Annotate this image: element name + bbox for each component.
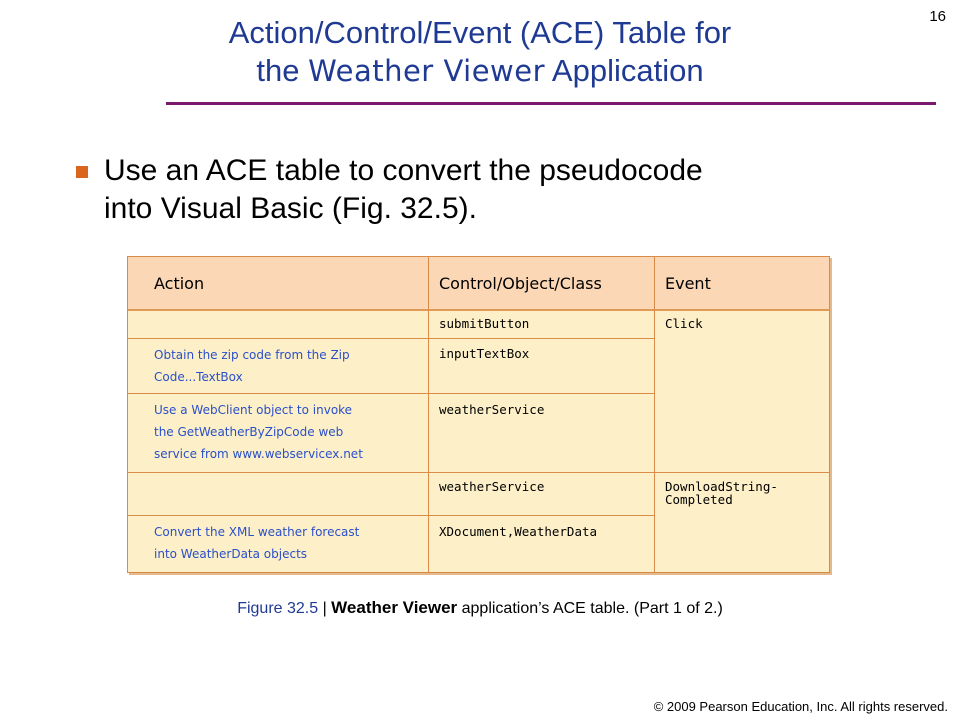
- square-bullet-icon: [76, 166, 88, 178]
- event-line: DownloadString-: [665, 479, 778, 494]
- action-line: Use a WebClient object to invoke: [154, 403, 353, 417]
- column-divider: [428, 257, 429, 572]
- bullet-line-1: Use an ACE table to convert the pseudocode: [104, 154, 703, 187]
- action-cell: [154, 344, 424, 388]
- control-cell: submitButton: [439, 316, 530, 331]
- action-cell: [154, 521, 424, 565]
- action-line: into WeatherData objects: [154, 547, 308, 561]
- event-line: Completed: [665, 492, 733, 507]
- row-divider: [128, 515, 654, 516]
- title-divider: [166, 102, 936, 105]
- action-line: Obtain the zip code from the Zip: [154, 348, 350, 362]
- action-line: Code...TextBox: [154, 370, 243, 384]
- slide-title: [0, 14, 960, 90]
- action-line: the GetWeatherByZipCode web: [154, 425, 344, 439]
- title-app-name: Weather Viewer: [308, 54, 546, 88]
- title-suffix: Application: [545, 53, 704, 88]
- caption-app-name: Weather Viewer: [331, 598, 458, 617]
- control-cell: inputTextBox: [439, 346, 530, 361]
- title-line-1: Action/Control/Event (ACE) Table for: [228, 15, 732, 50]
- action-line: service from www.webservicex.net: [154, 447, 363, 461]
- caption-separator: |: [318, 600, 332, 617]
- title-prefix: the: [256, 53, 309, 88]
- row-divider: [128, 338, 654, 339]
- event-cell: Click: [665, 316, 703, 331]
- row-divider: [128, 472, 829, 473]
- header-action: Action: [154, 274, 205, 293]
- control-cell: weatherService: [439, 479, 545, 494]
- action-cell: [154, 399, 424, 465]
- action-line: Convert the XML weather forecast: [154, 525, 360, 539]
- header-control: Control/Object/Class: [439, 274, 602, 293]
- bullet-line-2: into Visual Basic (Fig. 32.5).: [104, 192, 477, 225]
- event-cell: [665, 480, 778, 506]
- title-line-2: [0, 52, 960, 90]
- slide-number: 16: [929, 8, 946, 25]
- row-divider: [128, 393, 654, 394]
- bullet-point: [76, 152, 896, 228]
- ace-table: [127, 256, 830, 573]
- control-cell: weatherService: [439, 402, 545, 417]
- control-cell: XDocument,WeatherData: [439, 524, 598, 539]
- caption-rest: application’s ACE table. (Part 1 of 2.): [457, 600, 723, 617]
- header-event: Event: [665, 274, 711, 293]
- copyright-notice: © 2009 Pearson Education, Inc. All rights reserved.: [653, 699, 948, 714]
- figure-label: Figure 32.5: [237, 600, 319, 617]
- figure-caption: [0, 598, 960, 618]
- column-divider: [654, 257, 655, 572]
